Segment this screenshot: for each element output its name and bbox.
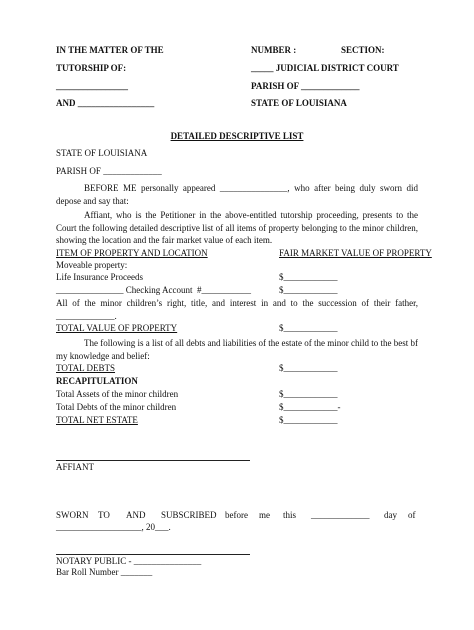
total-debts-children-amount[interactable]: $____________- <box>279 402 341 412</box>
tutorship-name-blank[interactable]: ________________ <box>56 81 128 91</box>
column-item-header: ITEM OF PROPERTY AND LOCATION <box>56 248 208 258</box>
sworn-word-4: SUBSCRIBED <box>161 510 217 520</box>
appearance-paragraph: BEFORE ME personally appeared _______________, who after being duly sworn did depose and say that: <box>56 183 418 206</box>
sworn-word-1: SWORN <box>56 510 89 520</box>
sworn-word-10: of <box>408 510 416 520</box>
debts-paragraph: The following is a list of all debts and liabilities of the estate of the minor child to the best bf my knowledge and belief: <box>56 338 418 361</box>
state-line: STATE OF LOUISIANA <box>56 148 148 158</box>
and-blank: AND _________________ <box>56 98 155 108</box>
recapitulation-heading: RECAPITULATION <box>56 376 138 386</box>
section-label: SECTION: <box>341 45 385 55</box>
number-label: NUMBER : <box>251 45 297 55</box>
sworn-word-7: this <box>283 510 297 520</box>
matter-heading: IN THE MATTER OF THE <box>56 45 164 55</box>
parish-line: PARISH OF _____________ <box>56 166 162 176</box>
notary-label: NOTARY PUBLIC - _______________ <box>56 556 202 566</box>
sworn-word-2: TO <box>98 510 110 520</box>
sworn-month-year[interactable]: ___________________, 20___. <box>56 522 171 532</box>
moveable-label: Moveable property: <box>56 260 128 270</box>
document-title: DETAILED DESCRIPTIVE LIST <box>170 131 304 141</box>
checking-account-label[interactable]: _______________ Checking Account #___________ <box>56 285 251 295</box>
judicial-court-label: _____ JUDICIAL DISTRICT COURT <box>251 63 399 73</box>
sworn-word-3: AND <box>126 510 146 520</box>
affiant-signature-line[interactable] <box>56 460 250 461</box>
notary-signature-line[interactable] <box>56 554 250 555</box>
sworn-word-5: before <box>225 510 248 520</box>
header-parish-label: PARISH OF _____________ <box>251 81 360 91</box>
bar-roll-label: Bar Roll Number _______ <box>56 567 153 577</box>
affiant-label: AFFIANT <box>56 462 95 472</box>
total-net-estate-label: TOTAL NET ESTATE <box>56 415 138 425</box>
total-assets-label: Total Assets of the minor children <box>56 389 179 399</box>
total-debts-label: TOTAL DEBTS <box>56 363 116 373</box>
life-insurance-label: Life Insurance Proceeds <box>56 272 143 282</box>
succession-rights-paragraph: All of the minor children’s right, title, and interest in and to the succession of their father, _____________. <box>56 298 418 321</box>
checking-account-value[interactable]: $____________ <box>279 285 338 295</box>
affiant-paragraph: Affiant, who is the Petitioner in the above-entitled tutorship proceeding, presents to the Court the following detailed descriptive list of all items of property belonging to the minor children, showing the location and the fair market value of each item. <box>56 210 418 245</box>
total-debts-amount[interactable]: $____________ <box>279 363 338 373</box>
total-debts-children-label: Total Debts of the minor children <box>56 402 177 412</box>
tutorship-label: TUTORSHIP OF: <box>56 63 127 73</box>
life-insurance-value[interactable]: $____________ <box>279 272 338 282</box>
total-value-amount[interactable]: $____________ <box>279 323 338 333</box>
sworn-day-blank[interactable]: _____________ <box>311 510 370 520</box>
total-value-label: TOTAL VALUE OF PROPERTY <box>56 323 178 333</box>
header-state-label: STATE OF LOUISIANA <box>251 98 347 108</box>
total-net-estate-amount[interactable]: $____________ <box>279 415 338 425</box>
sworn-word-6: me <box>259 510 270 520</box>
sworn-word-9: day <box>384 510 397 520</box>
total-assets-amount[interactable]: $____________ <box>279 389 338 399</box>
column-value-header: FAIR MARKET VALUE OF PROPERTY <box>279 248 432 258</box>
